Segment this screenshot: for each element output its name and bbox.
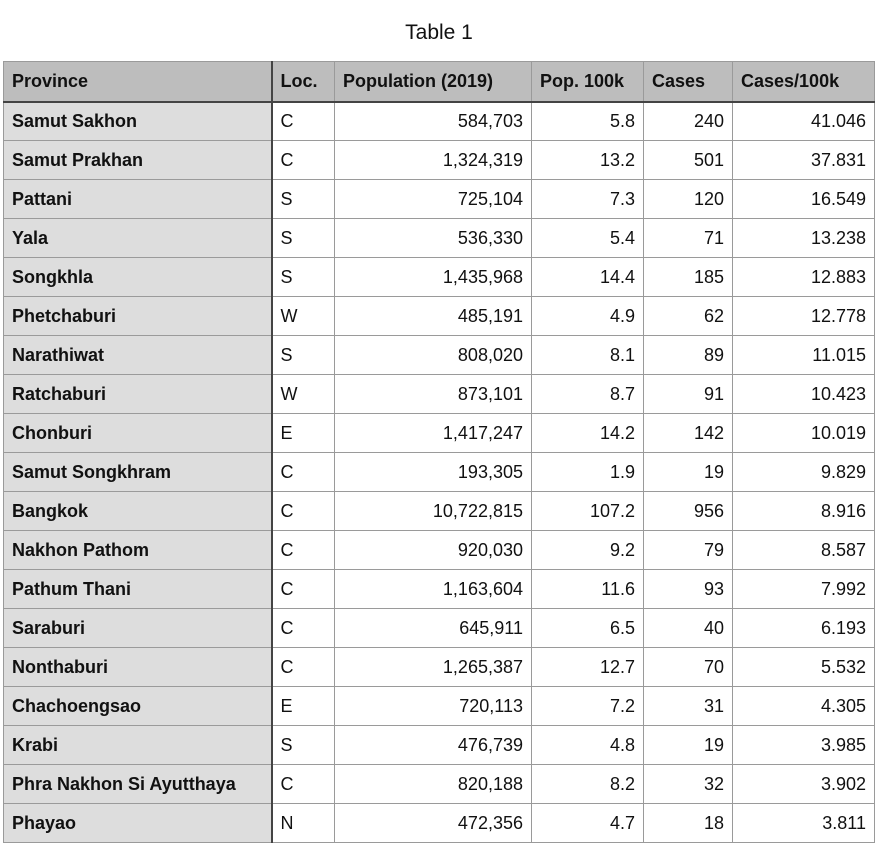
population-cell: 584,703	[335, 102, 532, 141]
pop-100k-cell: 107.2	[532, 492, 644, 531]
cases-per-100k-cell: 12.883	[733, 258, 875, 297]
table-row	[4, 375, 875, 414]
population-cell: 1,163,604	[335, 570, 532, 609]
cases-per-100k-cell: 41.046	[733, 102, 875, 141]
location-cell: S	[272, 219, 335, 258]
column-header-location: Loc.	[272, 62, 335, 102]
location-cell: C	[272, 609, 335, 648]
cases-cell: 32	[644, 765, 733, 804]
location-cell: C	[272, 765, 335, 804]
column-header-cases: Cases	[644, 62, 733, 102]
province-cell: Phayao	[4, 804, 272, 843]
population-cell: 1,324,319	[335, 141, 532, 180]
location-cell: N	[272, 804, 335, 843]
province-cell: Phetchaburi	[4, 297, 272, 336]
province-cell: Samut Prakhan	[4, 141, 272, 180]
population-cell: 536,330	[335, 219, 532, 258]
cases-per-100k-cell: 3.985	[733, 726, 875, 765]
cases-cell: 79	[644, 531, 733, 570]
pop-100k-cell: 7.2	[532, 687, 644, 726]
table-row	[4, 570, 875, 609]
cases-per-100k-cell: 37.831	[733, 141, 875, 180]
pop-100k-cell: 4.9	[532, 297, 644, 336]
table-row	[4, 492, 875, 531]
cases-per-100k-cell: 7.992	[733, 570, 875, 609]
cases-cell: 185	[644, 258, 733, 297]
cases-per-100k-cell: 9.829	[733, 453, 875, 492]
table-row	[4, 258, 875, 297]
population-cell: 1,265,387	[335, 648, 532, 687]
column-header-pop-100k: Pop. 100k	[532, 62, 644, 102]
pop-100k-cell: 8.2	[532, 765, 644, 804]
cases-cell: 71	[644, 219, 733, 258]
table-row	[4, 180, 875, 219]
column-header-population: Population (2019)	[335, 62, 532, 102]
table-row	[4, 141, 875, 180]
location-cell: C	[272, 453, 335, 492]
location-cell: C	[272, 141, 335, 180]
cases-per-100k-cell: 8.916	[733, 492, 875, 531]
cases-cell: 89	[644, 336, 733, 375]
cases-per-100k-cell: 6.193	[733, 609, 875, 648]
pop-100k-cell: 9.2	[532, 531, 644, 570]
cases-per-100k-cell: 5.532	[733, 648, 875, 687]
pop-100k-cell: 5.4	[532, 219, 644, 258]
pop-100k-cell: 7.3	[532, 180, 644, 219]
province-cell: Krabi	[4, 726, 272, 765]
pop-100k-cell: 13.2	[532, 141, 644, 180]
population-cell: 10,722,815	[335, 492, 532, 531]
pop-100k-cell: 14.4	[532, 258, 644, 297]
table-title: Table 1	[405, 21, 473, 44]
cases-cell: 40	[644, 609, 733, 648]
cases-cell: 70	[644, 648, 733, 687]
table-row	[4, 414, 875, 453]
population-cell: 920,030	[335, 531, 532, 570]
pop-100k-cell: 8.7	[532, 375, 644, 414]
population-cell: 820,188	[335, 765, 532, 804]
cases-cell: 142	[644, 414, 733, 453]
population-cell: 720,113	[335, 687, 532, 726]
population-cell: 808,020	[335, 336, 532, 375]
table-row	[4, 336, 875, 375]
table-row	[4, 648, 875, 687]
location-cell: S	[272, 180, 335, 219]
population-cell: 472,356	[335, 804, 532, 843]
province-cell: Narathiwat	[4, 336, 272, 375]
data-table	[3, 61, 875, 843]
location-cell: E	[272, 414, 335, 453]
cases-per-100k-cell: 11.015	[733, 336, 875, 375]
cases-cell: 501	[644, 141, 733, 180]
cases-per-100k-cell: 10.019	[733, 414, 875, 453]
table-row	[4, 297, 875, 336]
population-cell: 645,911	[335, 609, 532, 648]
location-cell: E	[272, 687, 335, 726]
cases-cell: 18	[644, 804, 733, 843]
cases-cell: 956	[644, 492, 733, 531]
cases-per-100k-cell: 3.811	[733, 804, 875, 843]
province-cell: Ratchaburi	[4, 375, 272, 414]
cases-per-100k-cell: 13.238	[733, 219, 875, 258]
pop-100k-cell: 5.8	[532, 102, 644, 141]
province-cell: Chonburi	[4, 414, 272, 453]
cases-per-100k-cell: 8.587	[733, 531, 875, 570]
province-cell: Samut Sakhon	[4, 102, 272, 141]
pop-100k-cell: 11.6	[532, 570, 644, 609]
cases-cell: 19	[644, 726, 733, 765]
cases-cell: 31	[644, 687, 733, 726]
header-row	[4, 62, 875, 102]
pop-100k-cell: 12.7	[532, 648, 644, 687]
population-cell: 485,191	[335, 297, 532, 336]
cases-per-100k-cell: 4.305	[733, 687, 875, 726]
province-cell: Nonthaburi	[4, 648, 272, 687]
location-cell: W	[272, 375, 335, 414]
province-cell: Pattani	[4, 180, 272, 219]
population-cell: 193,305	[335, 453, 532, 492]
location-cell: C	[272, 648, 335, 687]
table-row	[4, 219, 875, 258]
table-row	[4, 609, 875, 648]
pop-100k-cell: 4.7	[532, 804, 644, 843]
pop-100k-cell: 14.2	[532, 414, 644, 453]
cases-per-100k-cell: 10.423	[733, 375, 875, 414]
province-cell: Yala	[4, 219, 272, 258]
location-cell: S	[272, 336, 335, 375]
cases-per-100k-cell: 16.549	[733, 180, 875, 219]
table-row	[4, 102, 875, 141]
table-row	[4, 453, 875, 492]
population-cell: 873,101	[335, 375, 532, 414]
location-cell: C	[272, 102, 335, 141]
location-cell: C	[272, 492, 335, 531]
location-cell: S	[272, 258, 335, 297]
location-cell: C	[272, 570, 335, 609]
pop-100k-cell: 6.5	[532, 609, 644, 648]
table-row	[4, 765, 875, 804]
cases-per-100k-cell: 3.902	[733, 765, 875, 804]
population-cell: 1,435,968	[335, 258, 532, 297]
table-body	[4, 102, 875, 843]
population-cell: 725,104	[335, 180, 532, 219]
cases-cell: 120	[644, 180, 733, 219]
pop-100k-cell: 8.1	[532, 336, 644, 375]
table-row	[4, 726, 875, 765]
location-cell: W	[272, 297, 335, 336]
province-cell: Pathum Thani	[4, 570, 272, 609]
population-cell: 476,739	[335, 726, 532, 765]
column-header-province: Province	[4, 62, 272, 102]
table-header	[4, 62, 875, 102]
province-cell: Samut Songkhram	[4, 453, 272, 492]
table-row	[4, 687, 875, 726]
cases-cell: 93	[644, 570, 733, 609]
cases-per-100k-cell: 12.778	[733, 297, 875, 336]
table-row	[4, 531, 875, 570]
cases-cell: 91	[644, 375, 733, 414]
location-cell: S	[272, 726, 335, 765]
location-cell: C	[272, 531, 335, 570]
pop-100k-cell: 4.8	[532, 726, 644, 765]
province-cell: Chachoengsao	[4, 687, 272, 726]
province-cell: Phra Nakhon Si Ayutthaya	[4, 765, 272, 804]
pop-100k-cell: 1.9	[532, 453, 644, 492]
province-cell: Bangkok	[4, 492, 272, 531]
cases-cell: 240	[644, 102, 733, 141]
population-cell: 1,417,247	[335, 414, 532, 453]
cases-cell: 62	[644, 297, 733, 336]
province-cell: Songkhla	[4, 258, 272, 297]
province-cell: Nakhon Pathom	[4, 531, 272, 570]
province-cell: Saraburi	[4, 609, 272, 648]
table-row	[4, 804, 875, 843]
column-header-cases-per-100k: Cases/100k	[733, 62, 875, 102]
cases-cell: 19	[644, 453, 733, 492]
